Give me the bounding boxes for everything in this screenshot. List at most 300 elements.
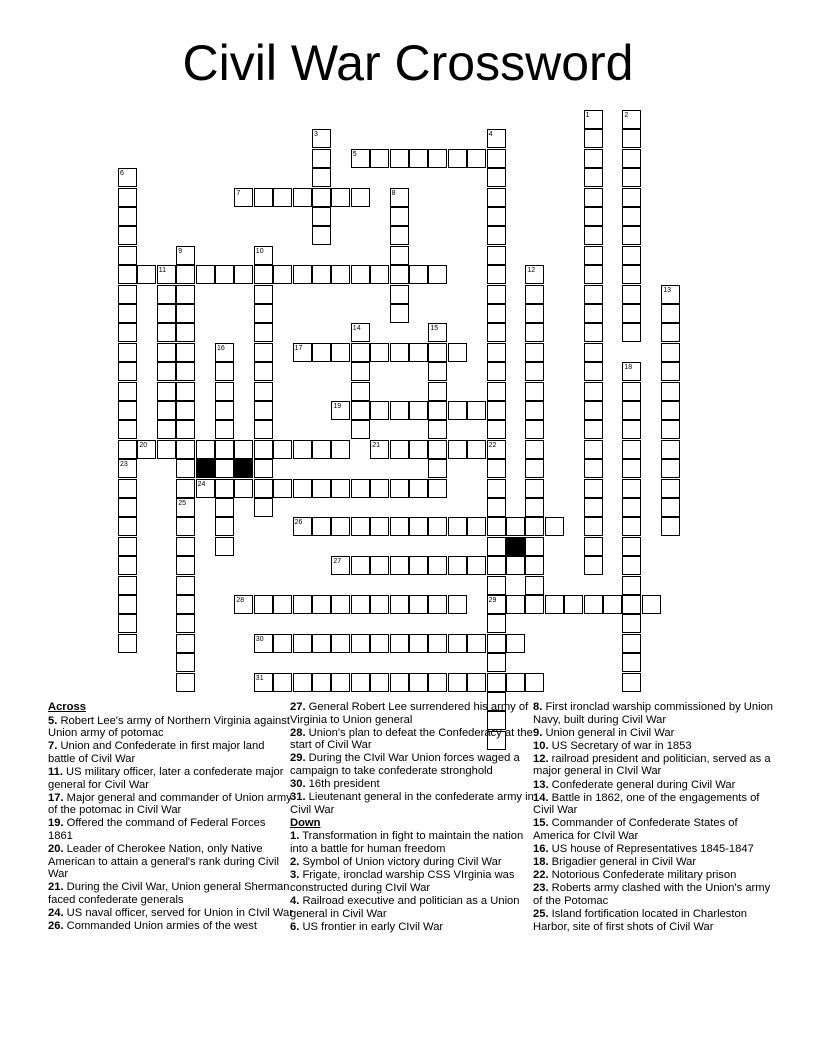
grid-cell[interactable] [312,673,331,692]
grid-cell[interactable] [525,343,544,362]
grid-cell[interactable] [487,362,506,381]
grid-cell[interactable] [254,595,273,614]
grid-cell[interactable] [351,401,370,420]
grid-cell[interactable] [564,595,583,614]
grid-cell[interactable] [661,479,680,498]
grid-cell[interactable] [312,343,331,362]
grid-cell[interactable] [525,517,544,536]
grid-cell[interactable] [661,323,680,342]
grid-cell[interactable] [176,401,195,420]
grid-cell[interactable] [234,265,253,284]
grid-cell[interactable] [525,537,544,556]
grid-cell[interactable] [622,459,641,478]
grid-cell[interactable] [525,440,544,459]
grid-cell[interactable] [118,382,137,401]
grid-cell[interactable] [409,440,428,459]
grid-cell[interactable] [312,479,331,498]
grid-cell[interactable] [157,440,176,459]
grid-cell[interactable] [487,246,506,265]
grid-cell[interactable] [487,323,506,342]
grid-cell[interactable] [351,420,370,439]
grid-cell[interactable] [487,401,506,420]
grid-cell[interactable] [176,285,195,304]
grid-cell[interactable] [622,556,641,575]
grid-cell[interactable] [254,265,273,284]
grid-cell[interactable] [467,440,486,459]
grid-cell[interactable] [409,634,428,653]
grid-cell[interactable] [118,343,137,362]
grid-cell[interactable] [487,382,506,401]
grid-cell[interactable] [157,265,176,284]
grid-cell[interactable] [176,517,195,536]
grid-cell[interactable] [176,653,195,672]
grid-cell[interactable] [467,401,486,420]
grid-cell[interactable] [254,440,273,459]
grid-cell[interactable] [622,265,641,284]
grid-cell[interactable] [487,168,506,187]
grid-cell[interactable] [351,149,370,168]
grid-cell[interactable] [234,440,253,459]
grid-cell[interactable] [254,401,273,420]
grid-cell[interactable] [254,498,273,517]
grid-cell[interactable] [331,673,350,692]
grid-cell[interactable] [622,323,641,342]
grid-cell[interactable] [584,304,603,323]
grid-cell[interactable] [390,556,409,575]
grid-cell[interactable] [584,362,603,381]
grid-cell[interactable] [176,265,195,284]
grid-cell[interactable] [331,634,350,653]
grid-cell[interactable] [312,265,331,284]
grid-cell[interactable] [118,420,137,439]
grid-cell[interactable] [428,673,447,692]
grid-cell[interactable] [196,479,215,498]
grid-cell[interactable] [467,634,486,653]
grid-cell[interactable] [118,459,137,478]
grid-cell[interactable] [584,420,603,439]
grid-cell[interactable] [176,440,195,459]
grid-cell[interactable] [390,285,409,304]
grid-cell[interactable] [487,343,506,362]
grid-cell[interactable] [506,634,525,653]
grid-cell[interactable] [428,382,447,401]
grid-cell[interactable] [312,226,331,245]
grid-cell[interactable] [487,188,506,207]
grid-cell[interactable] [273,595,292,614]
grid-cell[interactable] [118,226,137,245]
grid-cell[interactable] [661,420,680,439]
grid-cell[interactable] [409,673,428,692]
grid-cell[interactable] [370,401,389,420]
grid-cell[interactable] [584,595,603,614]
grid-cell[interactable] [622,246,641,265]
grid-cell[interactable] [118,323,137,342]
grid-cell[interactable] [390,517,409,536]
grid-cell[interactable] [370,343,389,362]
grid-cell[interactable] [176,304,195,323]
grid-cell[interactable] [428,362,447,381]
grid-cell[interactable] [370,440,389,459]
grid-cell[interactable] [525,401,544,420]
grid-cell[interactable] [331,479,350,498]
grid-cell[interactable] [312,595,331,614]
grid-cell[interactable] [428,265,447,284]
grid-cell[interactable] [137,440,156,459]
grid-cell[interactable] [584,285,603,304]
grid-cell[interactable] [254,459,273,478]
grid-cell[interactable] [312,129,331,148]
grid-cell[interactable] [661,498,680,517]
grid-cell[interactable] [525,285,544,304]
grid-cell[interactable] [584,207,603,226]
grid-cell[interactable] [661,285,680,304]
grid-cell[interactable] [118,595,137,614]
grid-cell[interactable] [584,401,603,420]
grid-cell[interactable] [622,207,641,226]
grid-cell[interactable] [390,401,409,420]
grid-cell[interactable] [254,362,273,381]
grid-cell[interactable] [293,634,312,653]
grid-cell[interactable] [215,479,234,498]
grid-cell[interactable] [118,168,137,187]
grid-cell[interactable] [622,614,641,633]
grid-cell[interactable] [622,110,641,129]
grid-cell[interactable] [487,614,506,633]
grid-cell[interactable] [215,517,234,536]
grid-cell[interactable] [390,479,409,498]
grid-cell[interactable] [118,498,137,517]
grid-cell[interactable] [370,595,389,614]
grid-cell[interactable] [215,459,234,478]
grid-cell[interactable] [487,595,506,614]
grid-cell[interactable] [584,498,603,517]
grid-cell[interactable] [157,420,176,439]
grid-cell[interactable] [157,285,176,304]
grid-cell[interactable] [487,517,506,536]
grid-cell[interactable] [254,673,273,692]
grid-cell[interactable] [312,168,331,187]
grid-cell[interactable] [370,479,389,498]
grid-cell[interactable] [584,226,603,245]
grid-cell[interactable] [273,634,292,653]
grid-cell[interactable] [176,382,195,401]
grid-cell[interactable] [273,265,292,284]
grid-cell[interactable] [118,401,137,420]
grid-cell[interactable] [428,479,447,498]
grid-cell[interactable] [370,673,389,692]
grid-cell[interactable] [234,479,253,498]
grid-cell[interactable] [487,498,506,517]
grid-cell[interactable] [661,440,680,459]
grid-cell[interactable] [312,207,331,226]
grid-cell[interactable] [661,382,680,401]
grid-cell[interactable] [176,479,195,498]
grid-cell[interactable] [118,207,137,226]
grid-cell[interactable] [622,285,641,304]
grid-cell[interactable] [487,653,506,672]
grid-cell[interactable] [118,362,137,381]
grid-cell[interactable] [487,440,506,459]
grid-cell[interactable] [622,537,641,556]
grid-cell[interactable] [467,556,486,575]
grid-cell[interactable] [390,226,409,245]
grid-cell[interactable] [428,595,447,614]
grid-cell[interactable] [254,479,273,498]
grid-cell[interactable] [409,517,428,536]
grid-cell[interactable] [351,673,370,692]
grid-cell[interactable] [293,517,312,536]
grid-cell[interactable] [409,149,428,168]
grid-cell[interactable] [487,226,506,245]
grid-cell[interactable] [370,556,389,575]
grid-cell[interactable] [351,343,370,362]
grid-cell[interactable] [234,595,253,614]
grid-cell[interactable] [157,362,176,381]
grid-cell[interactable] [448,673,467,692]
grid-cell[interactable] [506,595,525,614]
grid-cell[interactable] [351,595,370,614]
grid-cell[interactable] [157,343,176,362]
grid-cell[interactable] [293,479,312,498]
grid-cell[interactable] [370,265,389,284]
grid-cell[interactable] [428,149,447,168]
grid-cell[interactable] [118,246,137,265]
grid-cell[interactable] [487,304,506,323]
grid-cell[interactable] [331,517,350,536]
grid-cell[interactable] [487,537,506,556]
grid-cell[interactable] [525,673,544,692]
grid-cell[interactable] [312,188,331,207]
grid-cell[interactable] [525,595,544,614]
grid-cell[interactable] [312,517,331,536]
grid-cell[interactable] [370,149,389,168]
grid-cell[interactable] [157,401,176,420]
grid-cell[interactable] [428,420,447,439]
grid-cell[interactable] [273,479,292,498]
grid-cell[interactable] [215,382,234,401]
grid-cell[interactable] [584,459,603,478]
grid-cell[interactable] [351,634,370,653]
grid-cell[interactable] [487,285,506,304]
grid-cell[interactable] [487,673,506,692]
grid-cell[interactable] [351,479,370,498]
grid-cell[interactable] [642,595,661,614]
grid-cell[interactable] [390,304,409,323]
grid-cell[interactable] [351,188,370,207]
grid-cell[interactable] [622,149,641,168]
grid-cell[interactable] [331,595,350,614]
grid-cell[interactable] [661,362,680,381]
grid-cell[interactable] [448,149,467,168]
grid-cell[interactable] [545,517,564,536]
grid-cell[interactable] [118,576,137,595]
grid-cell[interactable] [331,265,350,284]
grid-cell[interactable] [487,207,506,226]
grid-cell[interactable] [525,304,544,323]
grid-cell[interactable] [293,440,312,459]
grid-cell[interactable] [254,382,273,401]
grid-cell[interactable] [661,304,680,323]
grid-cell[interactable] [390,188,409,207]
grid-cell[interactable] [176,323,195,342]
grid-cell[interactable] [525,382,544,401]
grid-cell[interactable] [118,188,137,207]
grid-cell[interactable] [622,517,641,536]
grid-cell[interactable] [622,304,641,323]
grid-cell[interactable] [254,246,273,265]
grid-cell[interactable] [312,149,331,168]
grid-cell[interactable] [409,595,428,614]
grid-cell[interactable] [584,168,603,187]
grid-cell[interactable] [176,576,195,595]
grid-cell[interactable] [176,459,195,478]
grid-cell[interactable] [622,576,641,595]
grid-cell[interactable] [118,479,137,498]
grid-cell[interactable] [293,595,312,614]
grid-cell[interactable] [622,498,641,517]
grid-cell[interactable] [215,537,234,556]
grid-cell[interactable] [661,517,680,536]
grid-cell[interactable] [312,440,331,459]
grid-cell[interactable] [622,634,641,653]
grid-cell[interactable] [351,265,370,284]
grid-cell[interactable] [584,323,603,342]
grid-cell[interactable] [525,479,544,498]
grid-cell[interactable] [487,420,506,439]
grid-cell[interactable] [390,634,409,653]
grid-cell[interactable] [622,479,641,498]
grid-cell[interactable] [234,188,253,207]
grid-cell[interactable] [428,343,447,362]
grid-cell[interactable] [584,517,603,536]
grid-cell[interactable] [118,556,137,575]
grid-cell[interactable] [312,634,331,653]
grid-cell[interactable] [622,168,641,187]
grid-cell[interactable] [118,304,137,323]
grid-cell[interactable] [254,285,273,304]
grid-cell[interactable] [448,595,467,614]
grid-cell[interactable] [584,479,603,498]
grid-cell[interactable] [525,420,544,439]
grid-cell[interactable] [428,459,447,478]
grid-cell[interactable] [390,440,409,459]
grid-cell[interactable] [176,673,195,692]
grid-cell[interactable] [215,420,234,439]
grid-cell[interactable] [351,517,370,536]
grid-cell[interactable] [487,129,506,148]
grid-cell[interactable] [176,343,195,362]
grid-cell[interactable] [506,517,525,536]
grid-cell[interactable] [118,265,137,284]
grid-cell[interactable] [351,323,370,342]
grid-cell[interactable] [584,537,603,556]
grid-cell[interactable] [273,673,292,692]
grid-cell[interactable] [525,323,544,342]
grid-cell[interactable] [157,323,176,342]
grid-cell[interactable] [215,265,234,284]
grid-cell[interactable] [351,382,370,401]
grid-cell[interactable] [622,226,641,245]
grid-cell[interactable] [448,517,467,536]
grid-cell[interactable] [293,188,312,207]
grid-cell[interactable] [390,149,409,168]
grid-cell[interactable] [622,673,641,692]
grid-cell[interactable] [487,634,506,653]
grid-cell[interactable] [487,479,506,498]
grid-cell[interactable] [467,517,486,536]
grid-cell[interactable] [390,207,409,226]
grid-cell[interactable] [176,614,195,633]
grid-cell[interactable] [118,517,137,536]
grid-cell[interactable] [487,576,506,595]
grid-cell[interactable] [448,634,467,653]
grid-cell[interactable] [196,440,215,459]
grid-cell[interactable] [487,459,506,478]
grid-cell[interactable] [254,323,273,342]
grid-cell[interactable] [525,556,544,575]
grid-cell[interactable] [661,459,680,478]
grid-cell[interactable] [448,401,467,420]
grid-cell[interactable] [622,129,641,148]
grid-cell[interactable] [331,401,350,420]
grid-cell[interactable] [176,595,195,614]
grid-cell[interactable] [176,246,195,265]
grid-cell[interactable] [370,517,389,536]
grid-cell[interactable] [118,440,137,459]
grid-cell[interactable] [487,556,506,575]
grid-cell[interactable] [506,673,525,692]
grid-cell[interactable] [448,343,467,362]
grid-cell[interactable] [215,401,234,420]
grid-cell[interactable] [428,323,447,342]
grid-cell[interactable] [118,614,137,633]
grid-cell[interactable] [622,401,641,420]
grid-cell[interactable] [487,265,506,284]
grid-cell[interactable] [622,362,641,381]
grid-cell[interactable] [157,382,176,401]
grid-cell[interactable] [409,401,428,420]
grid-cell[interactable] [331,440,350,459]
grid-cell[interactable] [351,362,370,381]
grid-cell[interactable] [390,673,409,692]
grid-cell[interactable] [215,498,234,517]
grid-cell[interactable] [176,362,195,381]
grid-cell[interactable] [584,382,603,401]
grid-cell[interactable] [622,188,641,207]
grid-cell[interactable] [293,343,312,362]
grid-cell[interactable] [273,188,292,207]
grid-cell[interactable] [196,265,215,284]
grid-cell[interactable] [254,634,273,653]
grid-cell[interactable] [370,634,389,653]
grid-cell[interactable] [525,498,544,517]
grid-cell[interactable] [254,188,273,207]
grid-cell[interactable] [390,343,409,362]
grid-cell[interactable] [584,556,603,575]
grid-cell[interactable] [409,265,428,284]
grid-cell[interactable] [545,595,564,614]
grid-cell[interactable] [584,246,603,265]
grid-cell[interactable] [176,537,195,556]
grid-cell[interactable] [584,188,603,207]
grid-cell[interactable] [603,595,622,614]
grid-cell[interactable] [525,265,544,284]
grid-cell[interactable] [409,343,428,362]
grid-cell[interactable] [293,673,312,692]
grid-cell[interactable] [584,129,603,148]
grid-cell[interactable] [215,440,234,459]
grid-cell[interactable] [467,149,486,168]
